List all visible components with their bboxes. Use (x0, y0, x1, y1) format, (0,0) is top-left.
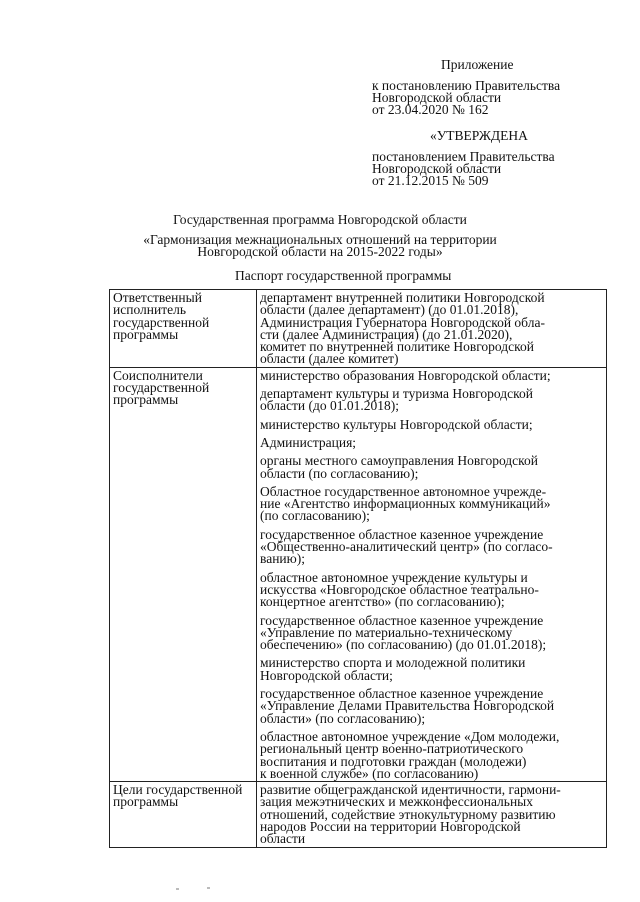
label-line: Соисполнители (113, 367, 203, 383)
value-line: государственное областное казенное учреждение (260, 612, 544, 628)
value-line: департамент внутренней политики Новгородской (260, 290, 545, 305)
value-item (260, 612, 603, 653)
value-item (260, 416, 603, 432)
value-item (260, 657, 603, 682)
passport-row-label (110, 290, 257, 368)
value-line: комитет по внутренней политике Новгородской (260, 339, 534, 355)
value-line: областное автономное учреждение «Дом молодежи, (260, 728, 560, 744)
value-line: региональный центр военно-патриотического (260, 741, 524, 757)
program-title: Государственная программа Новгородской области (173, 212, 467, 227)
passport-title: Паспорт государственной программы (235, 268, 452, 283)
passport-row (110, 290, 607, 368)
value-line: воспитания и подготовки граждан (молодежи) (260, 753, 527, 769)
value-item (260, 388, 603, 413)
value-line: области (далее департамент) (до 01.01.2018), (260, 302, 519, 318)
value-item (260, 367, 603, 383)
appendix-title: Приложение (441, 57, 514, 72)
passport-row-label (110, 782, 257, 847)
value-line: министерство образования Новгородской области; (260, 367, 551, 383)
passport-row (110, 367, 607, 781)
label-line: государственной (113, 314, 210, 330)
value-line: «Общественно-аналитический центр» (по согласо- (260, 539, 553, 555)
value-line: концертное агентство» (по согласованию); (260, 594, 505, 610)
value-line: народов России на территории Новгородской (260, 818, 521, 834)
appendix-ref-line: Новгородской области (372, 90, 502, 105)
value-line: области» (по согласованию); (260, 710, 426, 726)
value-item (260, 434, 603, 450)
label-line: Цели государственной (113, 782, 243, 798)
label-line: программы (113, 794, 179, 810)
value-item (260, 569, 603, 610)
value-line: ние «Агентство информационных коммуникаций» (260, 496, 551, 512)
program-name-line: «Гармонизация межнациональных отношений на территории (143, 232, 497, 247)
value-line: Администрация Губернатора Новгородской обла- (260, 314, 545, 330)
value-line: министерство культуры Новгородской области; (260, 416, 533, 432)
passport-row (110, 782, 607, 847)
value-item (260, 688, 603, 725)
value-line: области (до 01.01.2018); (260, 398, 399, 414)
approved-ref-line: от 21.12.2015 № 509 (372, 173, 489, 188)
value-line: сти (далее Администрация) (до 21.01.2020), (260, 326, 513, 342)
value-line: области (260, 831, 306, 847)
label-line: программы (113, 326, 179, 342)
value-line: «Управление Делами Правительства Новгородской (260, 698, 555, 714)
approved-ref-line: постановлением Правительства (372, 149, 555, 164)
label-line: Ответственный (113, 290, 202, 305)
appendix-ref-line: от 23.04.2020 № 162 (372, 102, 489, 117)
value-line: Администрация; (260, 434, 357, 450)
approved-title: «УТВЕРЖДЕНА (430, 128, 528, 143)
value-line: органы местного самоуправления Новгородской (260, 453, 539, 469)
value-item (260, 526, 603, 567)
value-item (260, 728, 603, 781)
value-line: государственное областное казенное учреждение (260, 686, 544, 702)
program-name-line: Новгородской области на 2015-2022 годы» (197, 244, 443, 259)
value-line: искусства «Новгородское областное театрально- (260, 581, 539, 597)
value-line: обеспечению» (по согласованию) (до 01.01.2018); (260, 637, 547, 653)
approved-ref-line: Новгородской области (372, 161, 502, 176)
value-line: государственное областное казенное учреждение (260, 526, 544, 542)
value-line: развитие общегражданской идентичности, гармони- (260, 782, 561, 798)
value-item (260, 292, 603, 366)
appendix-ref-line: к постановлению Правительства (372, 78, 561, 93)
passport-row-value (257, 290, 607, 368)
value-item (260, 784, 603, 845)
value-line: к военной службе» (по согласованию) (260, 765, 479, 781)
passport-row-value (257, 782, 607, 847)
value-line: Новгородской области; (260, 667, 393, 683)
value-line: (по согласованию); (260, 508, 370, 524)
label-line: государственной (113, 380, 210, 396)
value-line: областное автономное учреждение культуры и (260, 569, 528, 585)
value-line: области (далее комитет) (260, 351, 399, 367)
scan-mark (176, 888, 179, 890)
value-line: департамент культуры и туризма Новгородской (260, 386, 533, 402)
label-line: программы (113, 392, 179, 408)
value-line: зация межэтнических и межконфессиональных (260, 794, 533, 810)
label-line: исполнитель (113, 302, 186, 318)
passport-row-value (257, 367, 607, 781)
value-line: «Управление по материально-техническому (260, 624, 513, 640)
value-line: области (по согласованию); (260, 465, 419, 481)
value-item (260, 455, 603, 480)
value-line: отношений, содействие этнокультурному развитию (260, 806, 556, 822)
value-line: министерство спорта и молодежной политики (260, 655, 526, 671)
value-line: Областное государственное автономное учрежде- (260, 483, 547, 499)
value-line: ванию); (260, 551, 305, 567)
passport-row-label (110, 367, 257, 781)
scan-mark (207, 887, 210, 889)
passport-table (109, 289, 607, 848)
value-item (260, 483, 603, 524)
